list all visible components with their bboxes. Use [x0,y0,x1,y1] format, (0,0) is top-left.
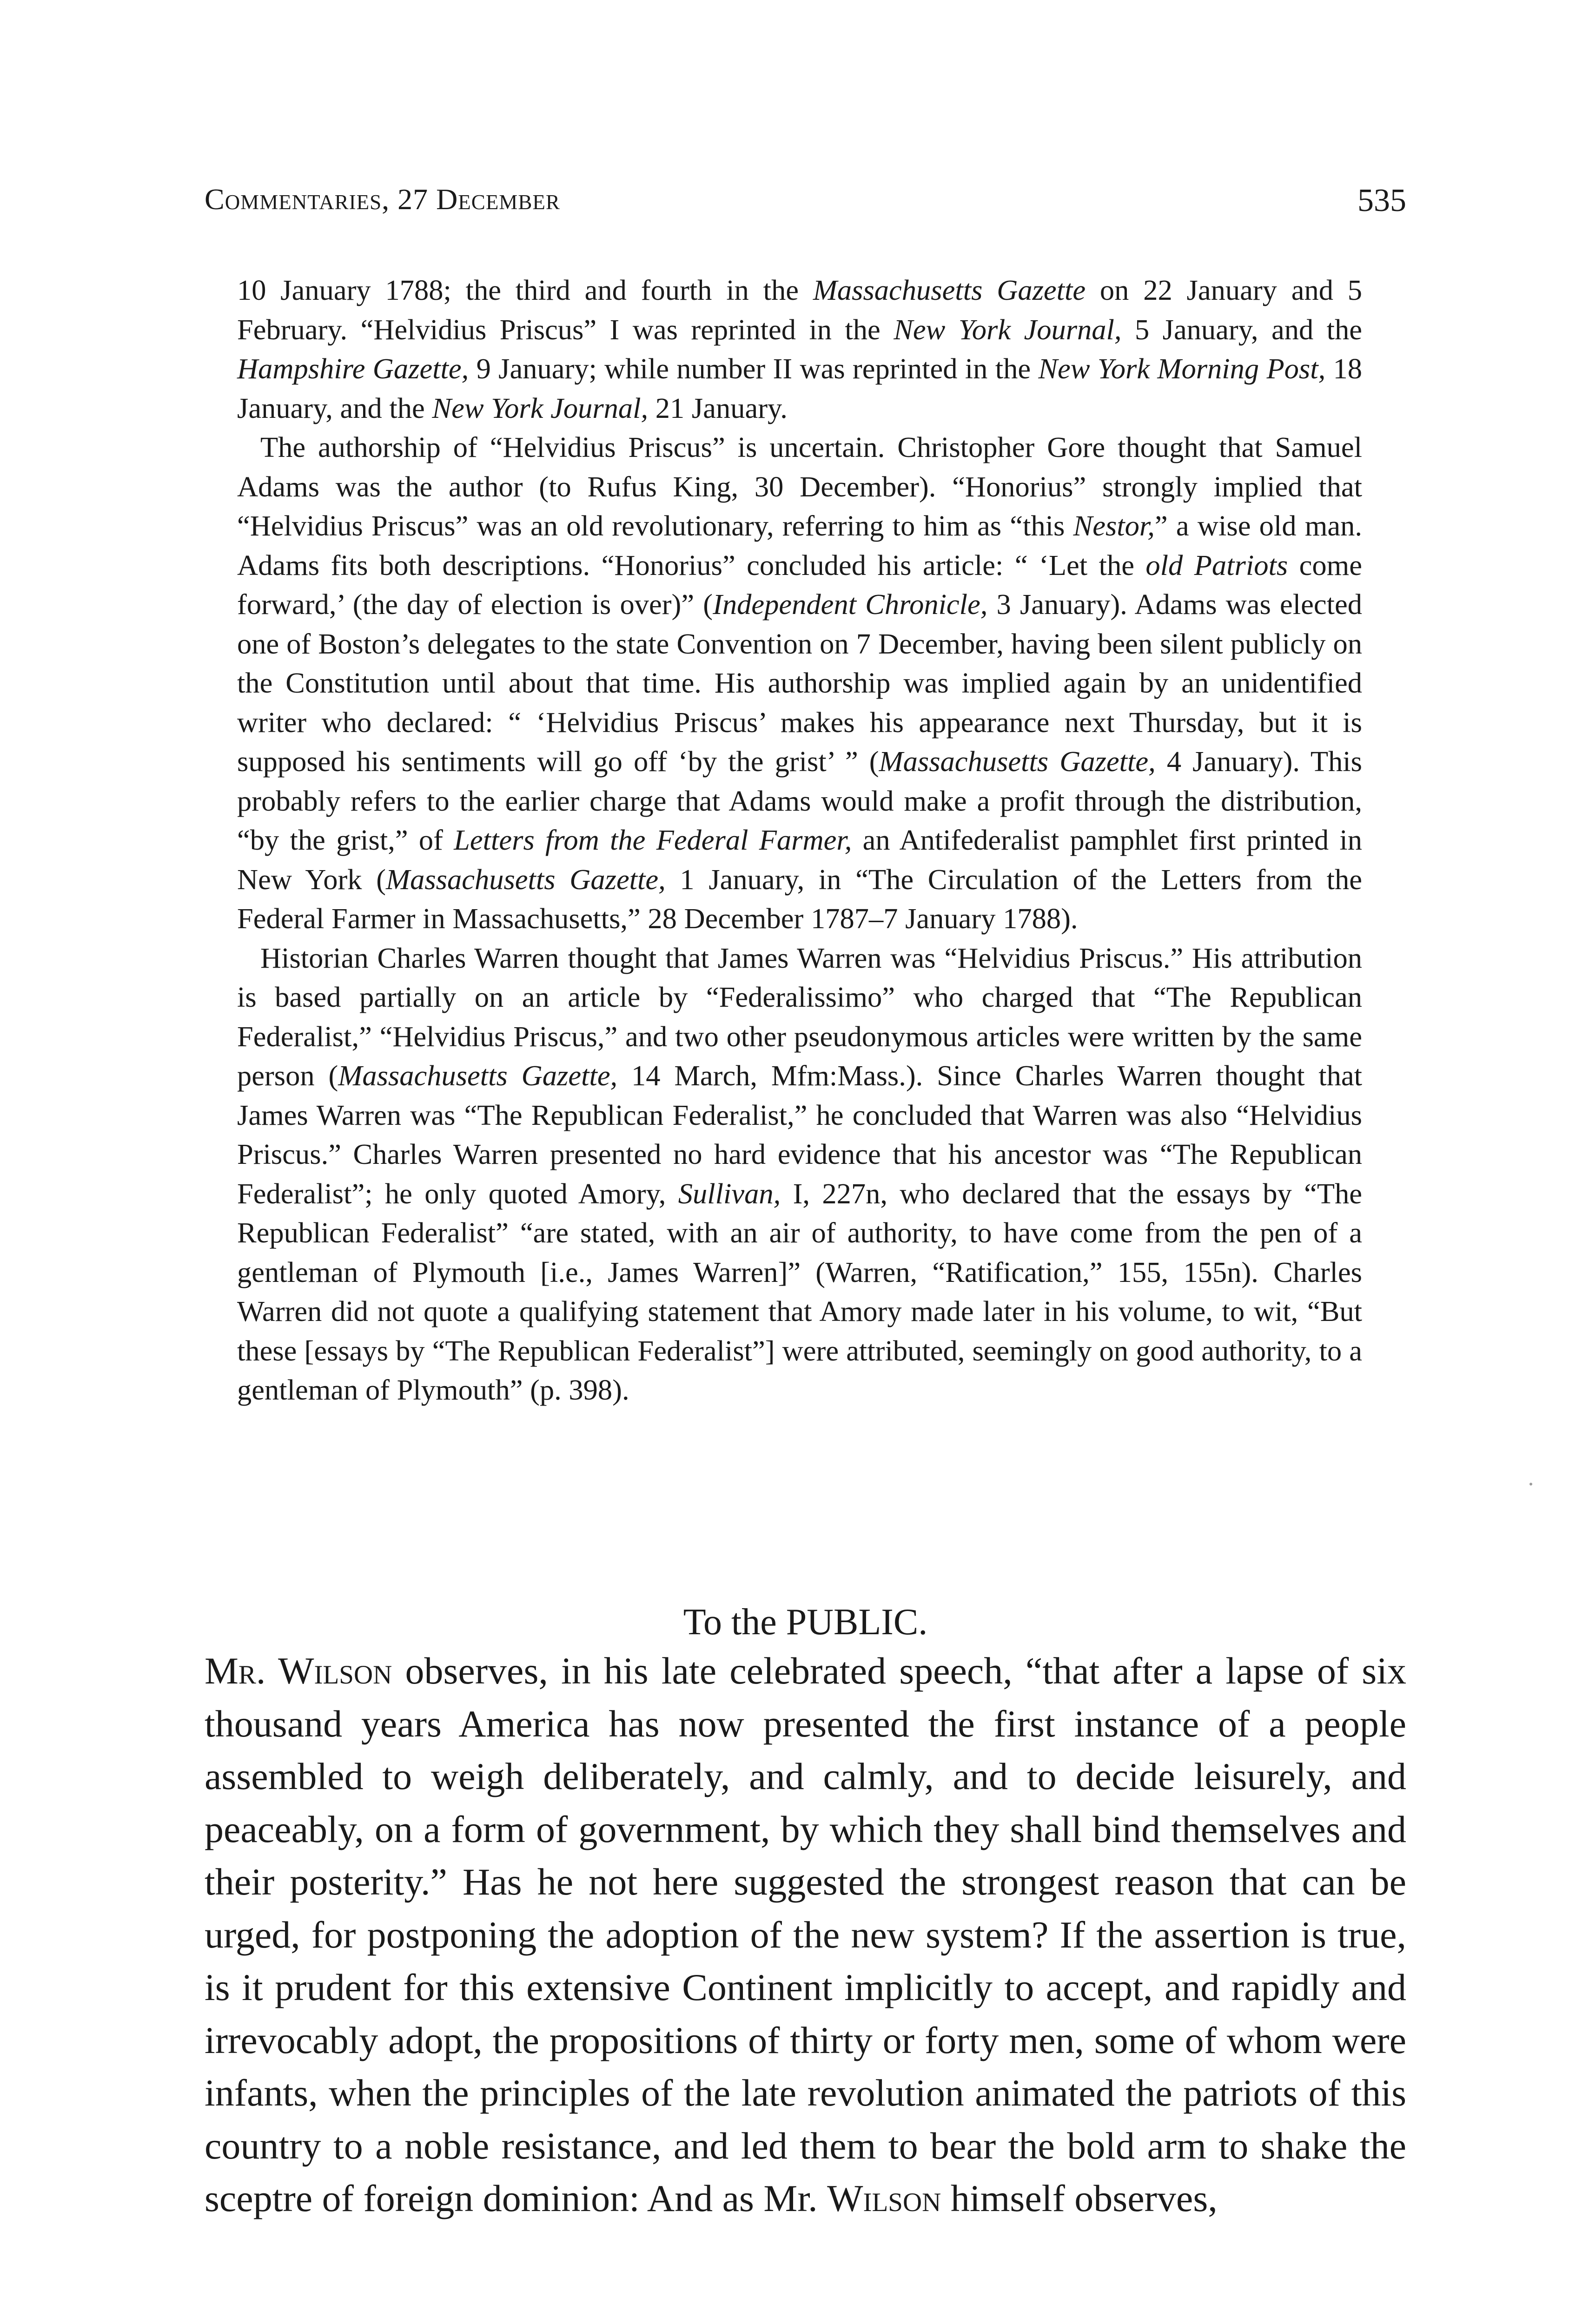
note-paragraph: 10 January 1788; the third and fourth in the Massachusetts Gazette on 22 January and 5 February. “Helvidius Priscus” I was reprinted in the New York Journal, 5 January, and the Hampshire Gazette, 9 January; while number II was reprinted in the New York Morning Post, 18 January, and the New York Journal, 21 January. [237,274,1363,424]
italic-title: Nestor, [1073,509,1155,542]
scan-speck [1529,1483,1532,1486]
italic-title: Hampshire Gazette, [237,352,469,385]
italic-title: Massachusetts Gazette, [338,1059,618,1092]
italic-title: old Patriots [1145,548,1288,581]
small-caps-name: Mr. Wilson [205,1650,392,1692]
article-paragraph: Mr. Wilson observes, in his late celebrated speech, “that after a lapse of six thousand years America has now presented the first instance of a people assembled to weigh deliberately, and calmly, and to decide leisurely, and peaceably, on a form of government, by which they shall bind themselves and their posterity.” Has he not here suggested the strongest reason that can be urged, for postponing the adoption of the new system? If the assertion is true, is it prudent for this extensive Continent implicitly to accept, and rapidly and irrevocably adopt, the propositions of thirty or forty men, some of whom were infants, when the principles of the late revolution animated the patriots of this country to a noble resistance, and led them to bear the bold arm to shake the sceptre of foreign dominion: And as Mr. Wilson himself observes, [205,1650,1407,2219]
italic-title: New York Journal, [894,313,1122,346]
running-head-title: Commentaries, 27 December [205,183,560,216]
article-heading: To the PUBLIC. [683,1602,928,1643]
italic-title: Massachusetts Gazette [813,274,1086,306]
italic-title: Sullivan, [678,1177,781,1210]
italic-title: New York Morning Post, [1038,352,1326,385]
italic-title: Independent Chronicle, [713,588,988,621]
italic-title: New York Journal, [432,391,649,424]
italic-title: Massachusetts Gazette, [879,745,1156,778]
article-body [205,1644,1406,2225]
italic-title: Massachusetts Gazette, [386,863,666,896]
italic-title: Letters from the Federal Farmer, [454,824,852,856]
note-paragraph: Historian Charles Warren thought that James Warren was “Helvidius Priscus.” His attribution is based partially on an article by “Federalissimo” who charged that “The Republican Federalist,” “Helvidius Priscus,” and two other pseudonymous articles were written by the same person (Massachusetts Gazette, 14 March, Mfm:Mass.). Since Charles Warren thought that James Warren was “The Republican Federalist,” he concluded that Warren was also “Helvidius Priscus.” Charles Warren presented no hard evidence that his ancestor was “The Republican Federalist”; he only quoted Amory, Sullivan, I, 227n, who declared that the essays by “The Republican Federalist” “are stated, with an air of authority, to have come from the pen of a gentleman of Plymouth [i.e., James Warren]” (Warren, “Ratification,” 155, 155n). Charles Warren did not quote a qualifying statement that Amory made later in his volume, to wit, “But these [essays by “The Republican Federalist”] were attributed, seemingly on good authority, to a gentleman of Plymouth” (p. 398). [237,941,1362,1406]
running-head [205,182,1406,233]
note-paragraph: The authorship of “Helvidius Priscus” is uncertain. Christopher Gore thought that Samuel Adams was the author (to Rufus King, 30 December). “Honorius” strongly implied that “Helvidius Priscus” was an old revolutionary, referring to him as “this Nestor,” a wise old man. Adams fits both descriptions. “Honorius” concluded his article: “ ‘Let the old Patriots come forward,’ (the day of election is over)” (Independent Chronicle, 3 January). Adams was elected one of Boston’s delegates to the state Convention on 7 December, having been silent publicly on the Constitution until about that time. His authorship was implied again by an unidentified writer who declared: “ ‘Helvidius Priscus’ makes his appearance next Thursday, but it is supposed his sentiments will go off ‘by the grist’ ” (Massachusetts Gazette, 4 January). This probably refers to the earlier charge that Adams would make a profit through the distribution, “by the grist,” of Letters from the Federal Farmer, an Antifederalist pamphlet first printed in New York (Massachusetts Gazette, 1 January, in “The Circulation of the Letters from the Federal Farmer in Massachusetts,” 28 December 1787–7 January 1788). [237,431,1363,935]
editorial-notes [237,271,1362,1410]
small-caps-name: Wilson [827,2177,941,2219]
page-number: 535 [1357,183,1406,218]
